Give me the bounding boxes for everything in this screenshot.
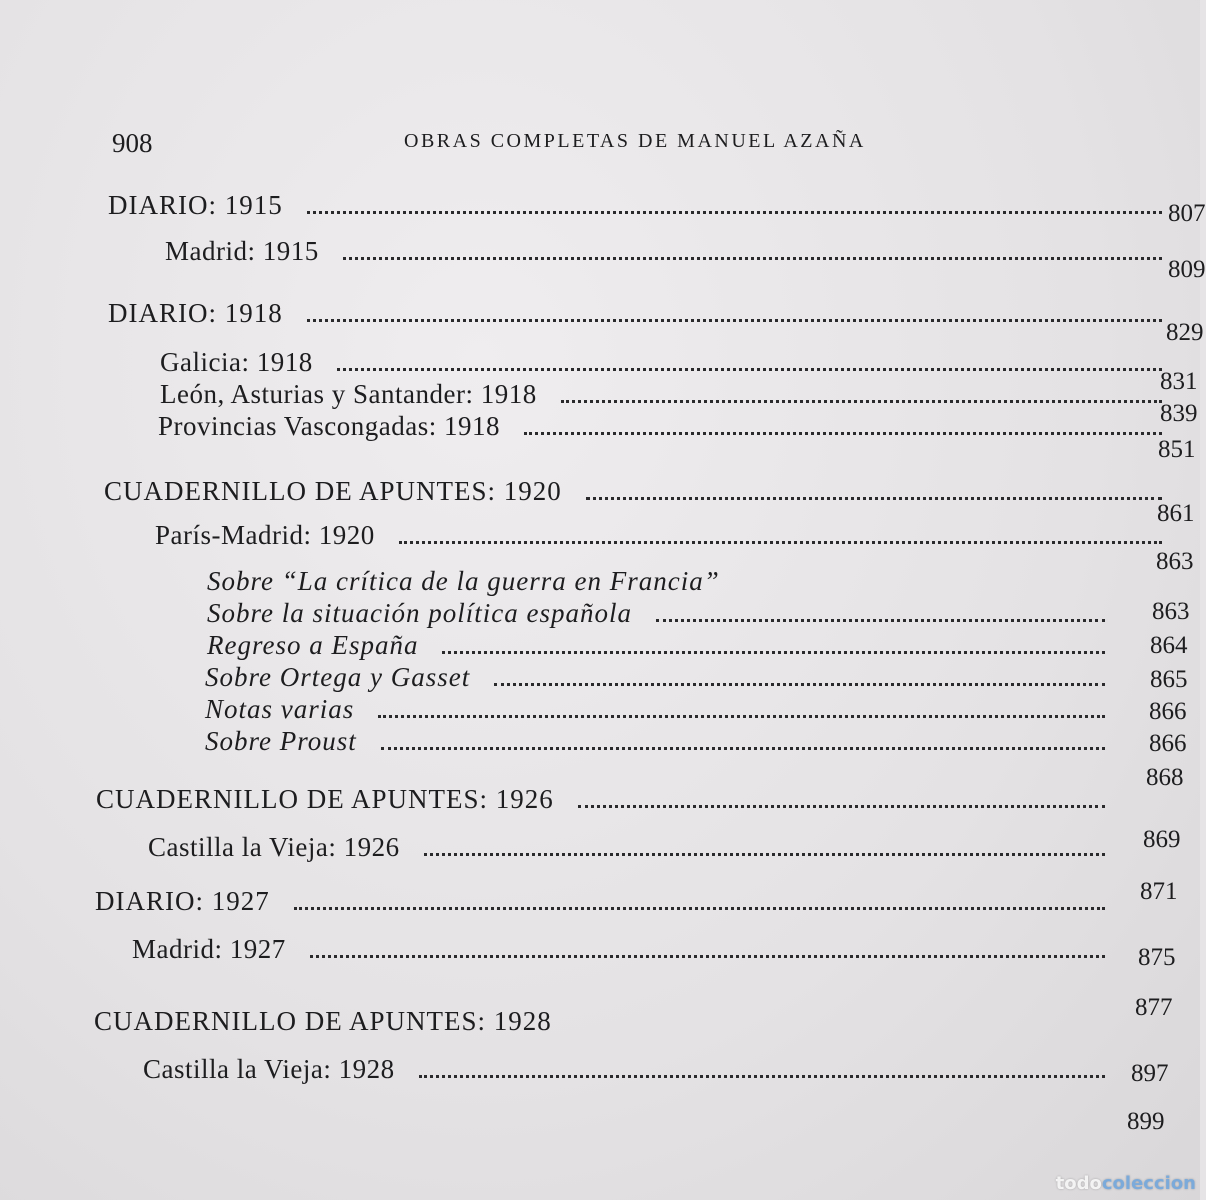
toc-entry-label: CUADERNILLO DE APUNTES: 1928: [94, 1006, 552, 1036]
toc-entry-label: Castilla la Vieja: 1926: [148, 832, 400, 862]
toc-page-number: 865: [1150, 666, 1188, 693]
toc-entry: [160, 379, 1172, 410]
toc-entry-label: León, Asturias y Santander: 1918: [160, 379, 537, 409]
running-title: OBRAS COMPLETAS DE MANUEL AZAÑA: [404, 130, 866, 152]
toc-entry: [96, 784, 1115, 815]
toc-entry: [108, 298, 1172, 329]
toc-entry: [207, 598, 1115, 629]
toc-entry-label: Sobre Proust: [205, 726, 357, 756]
watermark-logo: todocoleccion: [1055, 1173, 1196, 1194]
toc-entry: [104, 476, 1172, 507]
toc-page-number: 869: [1143, 826, 1181, 853]
toc-entry: [158, 411, 1172, 442]
toc-entry-label: DIARIO: 1915: [108, 190, 283, 220]
toc-entry: [205, 694, 1115, 725]
dot-leader: [578, 805, 1105, 808]
toc-entry-label: Sobre “La crítica de la guerra en Francia”: [207, 566, 720, 596]
toc-page-number: 863: [1152, 598, 1190, 625]
toc-page-number: 875: [1138, 944, 1176, 971]
toc-entry-label: CUADERNILLO DE APUNTES: 1926: [96, 784, 554, 814]
toc-entry: [94, 1006, 610, 1037]
toc-entry-label: Sobre Ortega y Gasset: [205, 662, 471, 692]
toc-entry-label: Madrid: 1927: [132, 934, 286, 964]
toc-entry-label: Provincias Vascongadas: 1918: [158, 411, 500, 441]
toc-entry-label: DIARIO: 1918: [108, 298, 283, 328]
toc-page-number: 807: [1168, 200, 1206, 227]
dot-leader: [586, 497, 1162, 500]
toc-entry-label: Castilla la Vieja: 1928: [143, 1054, 395, 1084]
toc-page-number: 877: [1135, 994, 1173, 1021]
dot-leader: [307, 319, 1162, 322]
dot-leader: [294, 907, 1105, 910]
dot-leader: [424, 853, 1105, 856]
dot-leader: [310, 955, 1105, 958]
toc-page-number: 829: [1166, 319, 1204, 346]
dot-leader: [381, 747, 1105, 750]
toc-page-number: 831: [1160, 368, 1198, 395]
toc-page-number: 863: [1156, 548, 1194, 575]
toc-entry: [95, 886, 1115, 917]
toc-page-number: 839: [1160, 400, 1198, 427]
toc-entry-label: DIARIO: 1927: [95, 886, 270, 916]
toc-entry: [143, 1054, 1115, 1085]
toc-page-number: 871: [1140, 878, 1178, 905]
dot-leader: [561, 400, 1162, 403]
dot-leader: [419, 1075, 1105, 1078]
toc-page-number: 864: [1150, 632, 1188, 659]
toc-entry: [165, 236, 1172, 267]
toc-page-number: 866: [1149, 730, 1187, 757]
toc-entry-label: Sobre la situación política española: [207, 598, 632, 628]
toc-page-number: 861: [1157, 500, 1195, 527]
toc-page-number: 809: [1168, 256, 1206, 283]
toc-entry-label: Madrid: 1915: [165, 236, 319, 266]
toc-page-number: 868: [1146, 764, 1184, 791]
toc-entry: [160, 347, 1172, 378]
toc-page-number: 851: [1158, 436, 1196, 463]
toc-entry: [155, 520, 1172, 551]
dot-leader: [656, 619, 1105, 622]
dot-leader: [524, 432, 1162, 435]
dot-leader: [399, 541, 1162, 544]
toc-page-number: 866: [1149, 698, 1187, 725]
dot-leader: [442, 651, 1105, 654]
toc-entry-label: París-Madrid: 1920: [155, 520, 375, 550]
dot-leader: [307, 211, 1162, 214]
toc-page-number: 899: [1127, 1108, 1165, 1135]
toc-entry: [207, 566, 840, 597]
page-header: [112, 128, 1012, 168]
toc-entry-label: Galicia: 1918: [160, 347, 313, 377]
toc-entry: [205, 662, 1115, 693]
dot-leader: [378, 715, 1105, 718]
page-number: 908: [112, 128, 153, 158]
toc-entry-label: CUADERNILLO DE APUNTES: 1920: [104, 476, 562, 506]
toc-entry: [108, 190, 1172, 221]
dot-leader: [337, 368, 1162, 371]
toc-entry: [148, 832, 1115, 863]
toc-entry: [207, 630, 1115, 661]
toc-entry-label: Notas varias: [205, 694, 355, 724]
toc-entry-label: Regreso a España: [207, 630, 419, 660]
toc-page-number: 897: [1131, 1060, 1169, 1087]
dot-leader: [494, 683, 1105, 686]
toc-entry: [205, 726, 1115, 757]
toc-entry: [132, 934, 1115, 965]
dot-leader: [343, 257, 1162, 260]
